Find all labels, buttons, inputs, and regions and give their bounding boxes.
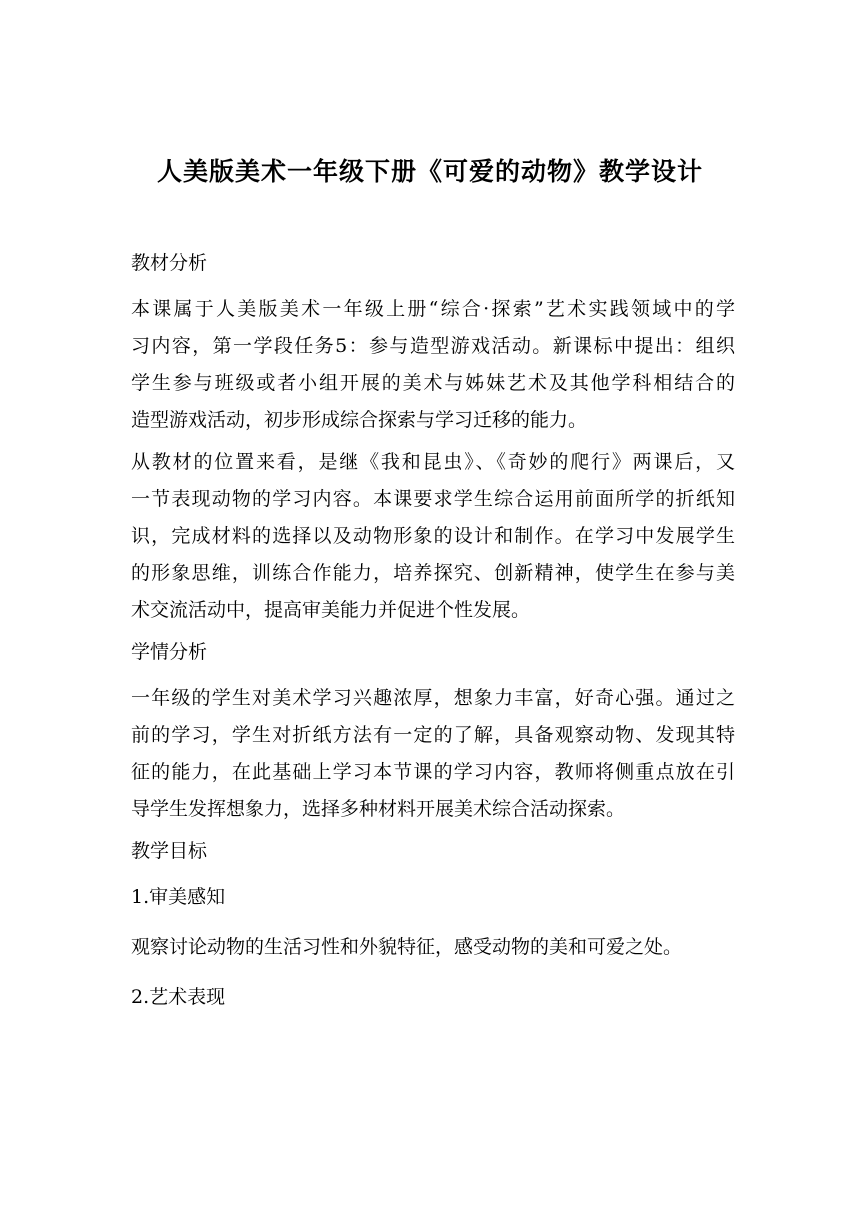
paragraph-textbook-analysis-2: [131, 447, 735, 625]
document-body: [131, 248, 735, 1032]
text-line: 导学生发挥想象力，选择多种材料开展美术综合活动探索。: [131, 798, 626, 820]
text-line: 征的能力，在此基础上学习本节课的学习内容，教师将侧重点放在引: [131, 761, 735, 783]
goal-item-title-1: 1.审美感知: [131, 886, 226, 908]
section-heading-textbook-analysis: 教材分析: [131, 252, 208, 274]
text-line: 一年级的学生对美术学习兴趣浓厚，想象力丰富，好奇心强。通过之: [131, 687, 735, 709]
document-title: 人美版美术一年级下册《可爱的动物》教学设计: [156, 157, 703, 186]
goal-item-text-1: 观察讨论动物的生活习性和外貌特征，感受动物的美和可爱之处。: [131, 936, 683, 958]
paragraph-textbook-analysis-1: [131, 294, 735, 435]
section-heading-student-analysis: 学情分析: [131, 641, 208, 663]
text-line: 造型游戏活动，初步形成综合探索与学习迁移的能力。: [131, 409, 588, 431]
section-heading-teaching-goals: 教学目标: [131, 840, 208, 862]
text-line: 一节表现动物的学习内容。本课要求学生综合运用前面所学的折纸知: [131, 488, 735, 510]
text-line: 从教材的位置来看，是继《我和昆虫》、《奇妙的爬行》两课后，又: [131, 451, 735, 473]
text-line: 习内容，第一学段任务5：参与造型游戏活动。新课标中提出：组织: [131, 335, 735, 357]
text-line: 本课属于人美版美术一年级上册“综合·探索”艺术实践领域中的学: [131, 298, 735, 320]
text-line: 前的学习，学生对折纸方法有一定的了解，具备观察动物、发现其特: [131, 724, 735, 746]
paragraph-student-analysis-1: [131, 683, 735, 824]
text-line: 的形象思维，训练合作能力，培养探究、创新精神，使学生在参与美: [131, 562, 735, 584]
text-line: 学生参与班级或者小组开展的美术与姊妹艺术及其他学科相结合的: [131, 372, 735, 394]
text-line: 术交流活动中，提高审美能力并促进个性发展。: [131, 599, 531, 621]
goal-item-title-2: 2.艺术表现: [131, 986, 226, 1008]
text-line: 识，完成材料的选择以及动物形象的设计和制作。在学习中发展学生: [131, 525, 735, 547]
